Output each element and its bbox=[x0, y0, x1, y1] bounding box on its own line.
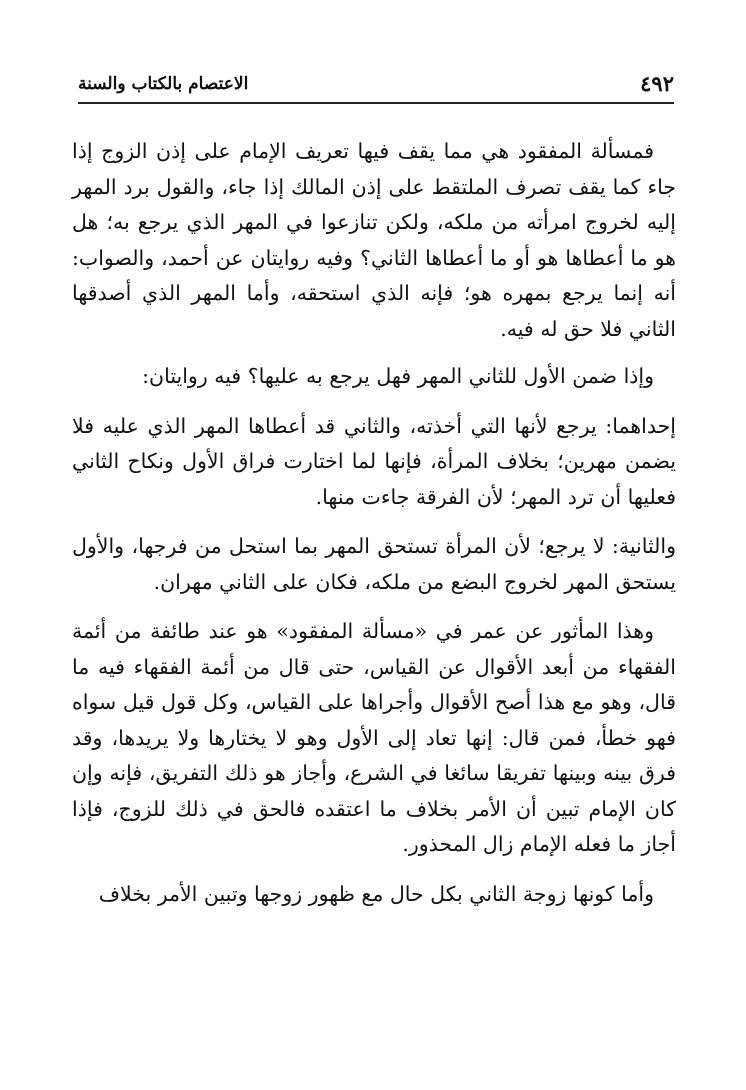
paragraph-3: إحداهما: يرجع لأنها التي أخذته، والثاني قد أعطاها المهر الذي عليه فلا يضمن مهرين؛ بخلاف المرأة، فإنها لما اختارت فراق الأول ونكاح الثاني فعليها أن ترد المهر؛ لأن الفرقة جاءت منها. bbox=[72, 413, 676, 509]
running-title: الاعتصام بالكتاب والسنة bbox=[78, 74, 249, 94]
paragraph-2: وإذا ضمن الأول للثاني المهر فهل يرجع به عليها؟ فيه روايتان: bbox=[142, 364, 654, 388]
paragraph-1: فمسألة المفقود هي مما يقف فيها تعريف الإمام على إذن الزوج إذا جاء كما يقف تصرف الملتقط على إذن المالك إذا جاء، والقول برد المهر إليه لخروج امرأته من ملكه، ولكن تنازعوا في المهر الذي يرجع به؛ هل هو ما أعطاها هو أو ما أعطاها الثاني؟ وفيه روايتان عن أحمد، والصواب: أنه إنما يرجع بمهره هو؛ فإنه الذي استحقه، وأما المهر الذي أصدقها الثاني فلا حق له فيه. bbox=[72, 139, 676, 341]
paragraph-6: وأما كونها زوجة الثاني بكل حال مع ظهور زوجها وتبين الأمر بخلاف bbox=[98, 881, 654, 906]
page-number: ٤٩٢ bbox=[640, 71, 674, 96]
paragraph-4: والثانية: لا يرجع؛ لأن المرأة تستحق المهر بما استحل من فرجها، والأول يستحق المهر لخروج البضع من ملكه، فكان على الثاني مهران. bbox=[72, 534, 676, 594]
main-text bbox=[72, 134, 676, 924]
page-header bbox=[78, 70, 674, 104]
paragraph-5: وهذا المأثور عن عمر في «مسألة المفقود» هو عند طائفة من أئمة الفقهاء من أبعد الأقوال عن القياس، حتى قال من أئمة الفقهاء فيه ما قال، وهو مع هذا أصح الأقوال وأجراها على القياس، وكل قول قيل سواه فهو خطأ، فمن قال: إنها تعاد إلى الأول وهو لا يختارها ولا يريدها، وقد فرق بينه وبينها تفريقا سائغا في الشرع، وأجاز هو ذلك التفريق، فإنه وإن كان الإمام تبين أن الأمر بخلاف ما اعتقده فالحق في ذلك للزوج، فإذا أجاز ما فعله الإمام زال المحذور. bbox=[72, 619, 676, 856]
